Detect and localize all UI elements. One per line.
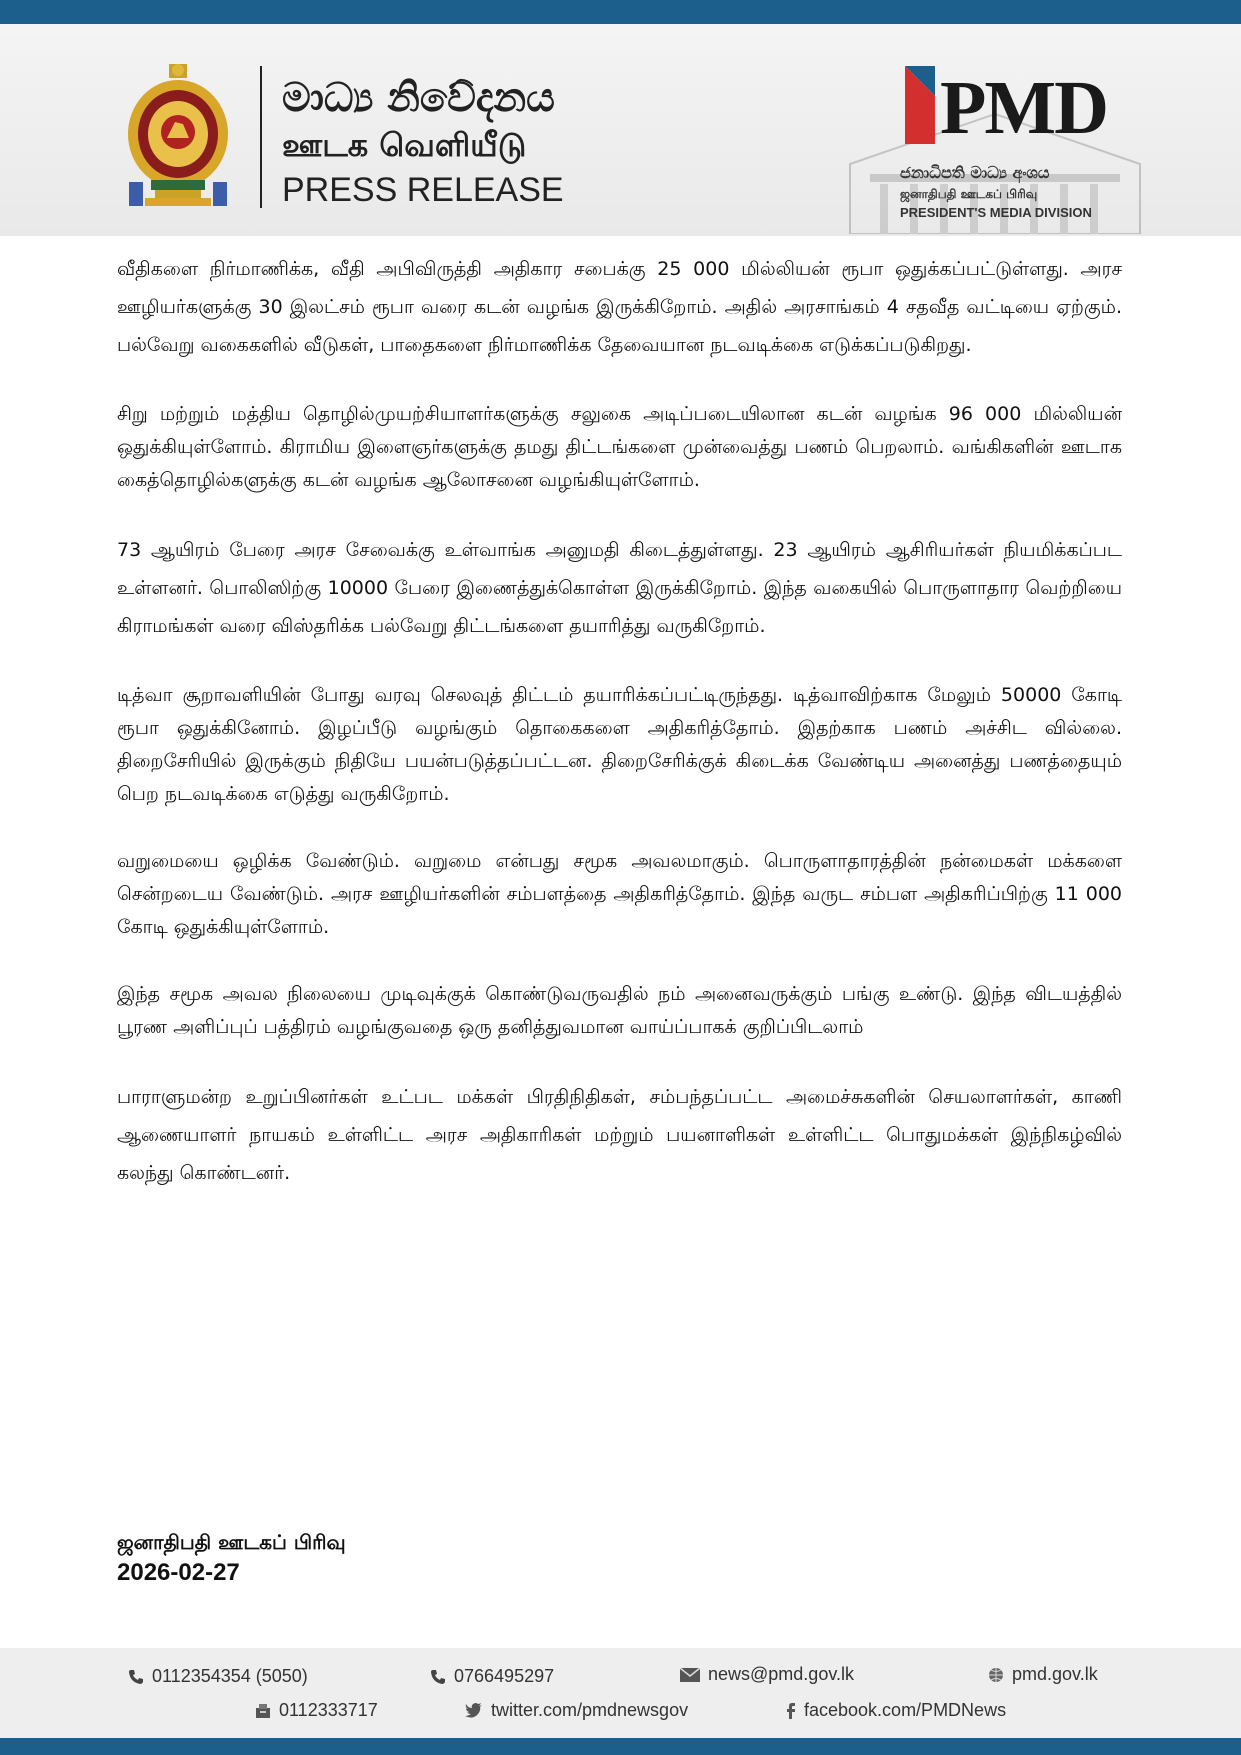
twitter-icon	[465, 1703, 483, 1718]
top-color-bar	[0, 0, 1241, 24]
title-block	[282, 74, 564, 212]
pmd-logo: PMD	[940, 66, 1108, 150]
globe-icon	[988, 1667, 1004, 1683]
paragraph-5: வறுமையை ஒழிக்க வேண்டும். வறுமை என்பது சமூக அவலமாகும். பொருளாதாரத்தின் நன்மைகள் மக்களை சென்றடைய வேண்டும். அரச ஊழியர்களின் சம்பளத்தை அதிகரித்தோம். இந்த வருட சம்பள அதிகரிப்பிற்கு 11 000 கோடி ஒதுக்கியுள்ளோம்.	[117, 850, 1122, 938]
title-tamil: ஊடக வெளியீடு	[282, 126, 527, 164]
footer-facebook	[786, 1700, 1006, 1721]
email-text: news@pmd.gov.lk	[708, 1664, 854, 1684]
title-sinhala: මාධ්‍ය නිවේදනය	[282, 75, 555, 121]
fax-icon	[255, 1703, 271, 1719]
website-text: pmd.gov.lk	[1012, 1664, 1098, 1684]
phone-icon	[430, 1669, 446, 1685]
title-english: PRESS RELEASE	[282, 171, 564, 209]
header-divider	[260, 66, 262, 208]
signature-name: ஜனாதிபதி ஊடகப் பிரிவு	[117, 1530, 346, 1554]
footer-fax	[255, 1700, 378, 1721]
release-date: 2026-02-27	[117, 1559, 240, 1586]
press-release-body	[117, 250, 1122, 1226]
phone-1-text: 0112354354 (5050)	[152, 1666, 308, 1686]
footer-website	[988, 1664, 1098, 1685]
facebook-text: facebook.com/PMDNews	[804, 1700, 1007, 1720]
fax-text: 0112333717	[279, 1700, 378, 1720]
contact-footer	[0, 1648, 1241, 1738]
national-emblem-icon	[125, 62, 231, 210]
signature-block	[117, 1527, 346, 1589]
paragraph-2: சிறு மற்றும் மத்திய தொழில்முயற்சியாளர்களுக்கு சலுகை அடிப்படையிலான கடன் வழங்க 96 000 மில்லியன் ஒதுக்கியுள்ளோம். கிராமிய இளைஞர்களுக்கு தமது திட்டங்களை முன்வைத்து பணம் பெறலாம். வங்கிகளின் ஊடாக கைத்தொழில்களுக்கு கடன் வழங்க ஆலோசனை வழங்கியுள்ளோம்.	[117, 403, 1122, 491]
org-name-english: PRESIDENT'S MEDIA DIVISION	[900, 205, 1092, 220]
footer-twitter	[465, 1700, 688, 1721]
paragraph-3: 73 ஆயிரம் பேரை அரச சேவைக்கு உள்வாங்க அனுமதி கிடைத்துள்ளது. 23 ஆயிரம் ஆசிரியர்கள் நியமிக்கப்பட உள்ளனர். பொலிஸிற்கு 10000 பேரை இணைத்துக்கொள்ள இருக்கிறோம். இந்த வகையில் பொருளாதார வெற்றியை கிராமங்கள் வரை விஸ்தரிக்க பல்வேறு திட்டங்களை தயாரித்து வருகிறோம்.	[117, 539, 1122, 637]
paragraph-1: வீதிகளை நிர்மாணிக்க, வீதி அபிவிருத்தி அதிகார சபைக்கு 25 000 மில்லியன் ரூபா ஒதுக்கப்பட்டுள்ளது. அரச ஊழியர்களுக்கு 30 இலட்சம் ரூபா வரை கடன் வழங்க இருக்கிறோம். அதில் அரசாங்கம் 4 சதவீத வட்டியை ஏற்கும். பல்வேறு வகைகளில் வீடுகள், பாதைகளை நிர்மாணிக்க தேவையான நடவடிக்கை எடுக்கப்படுகிறது.	[117, 258, 1122, 356]
bottom-color-bar	[0, 1738, 1241, 1755]
org-name-sinhala: ජනාධිපති මාධ්‍ය අංශය	[900, 163, 1050, 182]
paragraph-7: பாராளுமன்ற உறுப்பினர்கள் உட்பட மக்கள் பிரதிநிதிகள், சம்பந்தப்பட்ட அமைச்சுகளின் செயலாளர்கள், காணி ஆணையாளர் நாயகம் உள்ளிட்ட அரச அதிகாரிகள் மற்றும் பயனாளிகள் உள்ளிட்ட பொதுமக்கள் இந்நிகழ்வில் கலந்து கொண்டனர்.	[117, 1086, 1122, 1184]
paragraph-6: இந்த சமூக அவல நிலையை முடிவுக்குக் கொண்டுவருவதில் நம் அனைவருக்கும் பங்கு உண்டு. இந்த விடயத்தில் பூரண அளிப்புப் பத்திரம் வழங்குவதை ஒரு தனித்துவமான வாய்ப்பாகக் குறிப்பிடலாம்	[117, 983, 1122, 1038]
footer-email	[680, 1664, 854, 1685]
pmd-logo-mark-icon	[905, 66, 935, 144]
org-name-block	[900, 162, 1092, 222]
letterhead	[0, 24, 1241, 236]
mail-icon	[680, 1668, 700, 1682]
paragraph-4: டித்வா சூறாவளியின் போது வரவு செலவுத் திட்டம் தயாரிக்கப்பட்டிருந்தது. டித்வாவிற்காக மேலும் 50000 கோடி ரூபா ஒதுக்கினோம். இழப்பீடு வழங்கும் தொகைகளை அதிகரித்தோம். இதற்காக பணம் அச்சிட வில்லை. திறைசேரியில் இருக்கும் நிதியே பயன்படுத்தப்பட்டன. திறைசேரிக்குக் கிடைக்க வேண்டிய அனைத்து பணத்தையும் பெற நடவடிக்கை எடுத்து வருகிறோம்.	[117, 684, 1122, 805]
footer-phone-2	[430, 1666, 554, 1687]
twitter-text: twitter.com/pmdnewsgov	[491, 1700, 689, 1720]
org-name-tamil: ஜனாதிபதி ஊடகப் பிரிவு	[900, 187, 1038, 201]
facebook-icon	[786, 1703, 796, 1719]
footer-phone-1	[128, 1666, 308, 1687]
phone-2-text: 0766495297	[454, 1666, 555, 1686]
phone-icon	[128, 1669, 144, 1685]
